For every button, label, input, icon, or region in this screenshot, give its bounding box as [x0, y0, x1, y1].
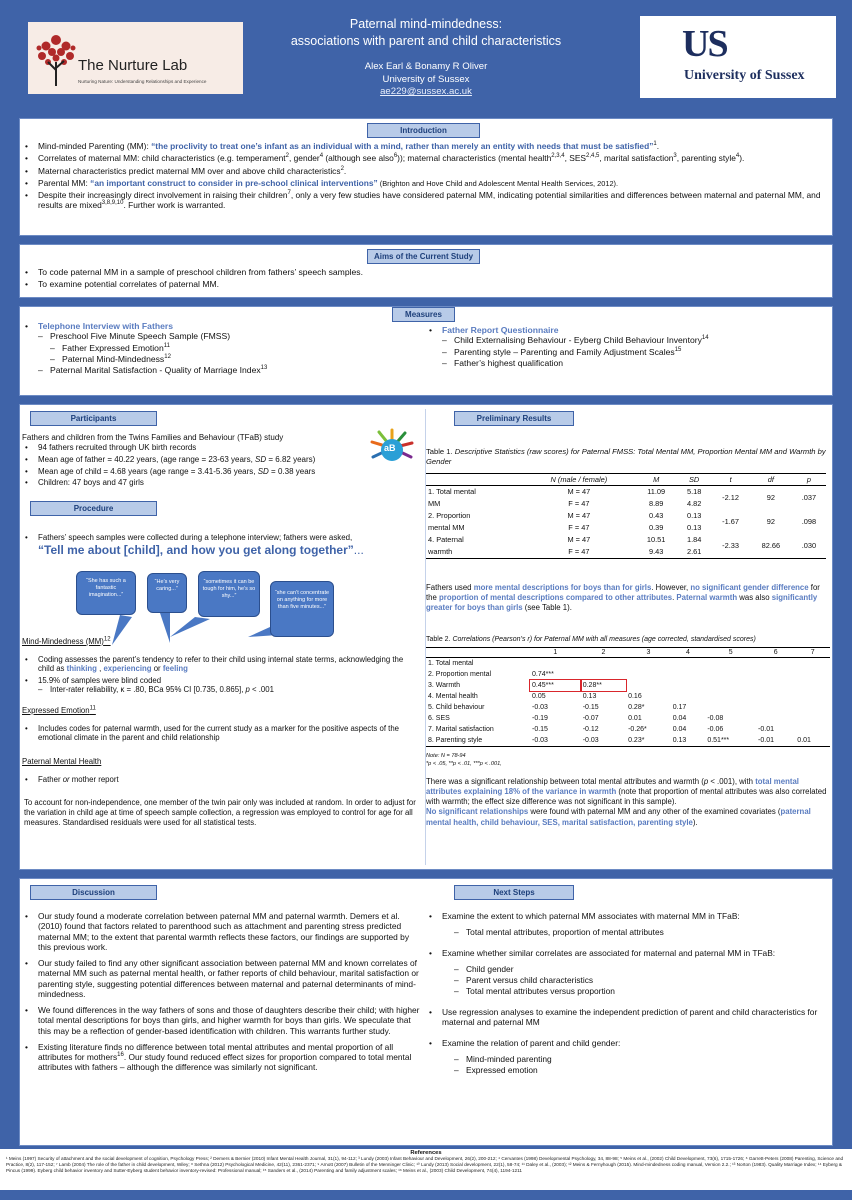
table1-cell: 10.51 — [646, 535, 666, 544]
ecbi-item: – Child Externalising Behaviour - Eyberg Child Behaviour Inventory$^{14}$ — [442, 335, 826, 346]
table2-header-cell: 3 — [626, 648, 671, 658]
table2-row — [426, 658, 830, 670]
table1-cell: 8.89 — [648, 499, 664, 508]
tree-icon — [34, 28, 78, 88]
table1-header-cell: t — [711, 474, 750, 486]
table2-cell — [671, 669, 706, 680]
table2-cell — [795, 713, 830, 724]
poster-header — [0, 0, 852, 110]
references-text: ¹ Meins (1997) Security of attachment and the social development of cognition, Psychology Press; ² Demers & Bernier (2010) Infant Mental Health Journal, 31(1), 94-112; ³ Lundy (2003) Infant Behaviour and Development, 26(2), 200-212; ⁴ Cervantes (1998) Developmental Psychology, 34, 88-98; ⁵ Meins et al., (2002) Child Development, 73(6), 1715-1726; ⁶ Garrett-Peters (2008) Parenting, Science and Practice, 8(2), 117-152; ⁷ Lamb (2004) The role of the father in child development, Wiley; ⁸ Sethna (2012) Psychological Medicine, 42(11), 2361-2371; ⁹ Arnott (2007) Bulletin of the Menninger Clinic; ¹⁰ Lundy (2013) Social development, 22(1), 58-74; ¹¹ Daley et al., (2003); ¹² Meins & Fernyhough (2015). Mind-mindedness coding manual, Version 2.2.; ¹³ Norton (1983). Quality Marriage Index; ¹⁴ Eyberg & Pincus (1999). Eyberg child behavior inventory and Sutter-Eyberg student behavior inventory-revised: Professional manual; ¹⁵ Sanders et al., (2014) Parenting and family adjustment scales; ¹⁶ Meins et al., (2003) Child Development, 74(4), 1194-1211 — [6, 1156, 844, 1174]
nurture-lab-logo — [28, 22, 243, 94]
table2-cell — [626, 680, 671, 691]
table2-cell: 0.13 — [671, 735, 706, 747]
intro-bullet-1: • Mind-minded Parenting (MM): “the proclivity to treat one’s infant as an individual with a mind, rather than merely an entity with needs that must be satisfied”$^1$. — [22, 141, 828, 151]
table2-cell: 0.23* — [626, 735, 671, 747]
table2-cell: 0.04 — [672, 715, 687, 722]
table2-cell: -0.15 — [532, 726, 548, 733]
table1-cell: mental MM — [428, 523, 465, 532]
table2-cell — [581, 658, 626, 670]
participants-heading: Participants — [30, 411, 157, 426]
measures-heading: Measures — [392, 307, 455, 322]
table2-cell: 3. Warmth — [428, 682, 461, 689]
procedure-heading: Procedure — [30, 501, 157, 516]
table1-header-cell: p — [792, 474, 826, 486]
table1-row — [426, 510, 826, 522]
table1-cell: 92 — [766, 517, 775, 526]
measures-left-col — [22, 321, 422, 378]
mind-mindedness-item: – Paternal Mind-Mindedness$^{12}$ — [50, 354, 422, 365]
aim-item-1: • To code paternal MM in a sample of preschool children from fathers’ speech samples. — [22, 267, 822, 277]
table2-cell — [795, 724, 830, 735]
table1-cell: F = 47 — [523, 546, 636, 559]
telephone-interview-title: • Telephone Interview with Fathers – Preschool Five Minute Speech Sample (FMSS) – Father Expressed Emotion$^{11}$ – Paternal Mind-Mindedness$^{12}$ – Paternal Marital Satisfaction - Quality of Marriage Index$^{13}$ — [22, 321, 422, 376]
table2-cell — [581, 669, 626, 680]
table2-cell: -0.19 — [532, 715, 548, 722]
table2-cell: -0.07 — [582, 715, 599, 722]
discussion-point-4: • Existing literature finds no difference between total mental attributes and mental proportion of all attributes for mothers$^{16}$. Our study found reduced effect sizes for proportion compared to total mental attributes with fathers – although the difference was similarly not significant. — [22, 1042, 420, 1073]
results-heading: Preliminary Results — [454, 411, 574, 426]
table2-cell — [795, 658, 830, 670]
table1-cell: .098 — [801, 517, 817, 526]
results-paragraph-1: Fathers used more mental descriptions for boys than for girls. However, no significant gender difference for the proportion of mental descriptions compared to other attributes. Paternal warmth was also significantly greater for boys than girls (see Table 1). — [426, 583, 820, 613]
discussion-panel — [19, 878, 833, 1146]
table2-cell: -0.26* — [628, 726, 647, 733]
table2-cell — [756, 658, 795, 670]
table2-cell: -0.06 — [707, 726, 724, 733]
fmss-item: – Preschool Five Minute Speech Sample (FMSS) – Father Expressed Emotion$^{11}$ – Paternal Mind-Mindedness$^{12}$ — [38, 331, 422, 365]
discussion-heading: Discussion — [30, 885, 157, 900]
table1-row — [426, 534, 826, 546]
table1-cell: 1.84 — [686, 535, 702, 544]
discussion-list — [22, 911, 420, 1075]
table2-cell: 1. Total mental — [428, 660, 474, 667]
table2-cell — [756, 691, 795, 702]
table2-row — [426, 669, 830, 680]
table1-header-cell — [426, 474, 523, 486]
table1-cell: .037 — [801, 493, 817, 502]
table1-cell: 5.18 — [686, 487, 702, 496]
table2-cell: 0.28** — [581, 680, 626, 691]
table1-header-cell: M — [635, 474, 677, 486]
table2-header-cell — [426, 648, 530, 658]
table1-cell: 0.13 — [686, 511, 702, 520]
next-step-4: • Examine the relation of parent and child gender: – Mind-minded parenting – Expressed emotion — [426, 1038, 828, 1076]
table2-header-cell: 5 — [705, 648, 756, 658]
table2-row — [426, 702, 830, 713]
table2-cell: 2. Proportion mental — [428, 671, 492, 678]
table2-header-cell: 2 — [581, 648, 626, 658]
table2-cell — [626, 658, 671, 670]
table1-cell: 11.09 — [647, 487, 666, 496]
table1-cell: 0.39 — [648, 523, 664, 532]
table1-cell: 0.43 — [648, 511, 664, 520]
table1-cell: 9.43 — [635, 546, 677, 559]
table2-cell: 0.05 — [532, 693, 546, 700]
table2-cell: 0.17 — [672, 704, 687, 711]
discussion-point-1: • Our study found a moderate correlation between paternal MM and paternal warmth. Demers et al. (2010) found that factors related to parenthood such as attachment and parenting stress predicted maternal MM; to the extent that parental warmth reflects these factors, our findings are supported by this previous work. — [22, 911, 420, 952]
email-link[interactable]: ae229@sussex.ac.uk — [380, 86, 472, 97]
table1-cell: -1.67 — [722, 517, 740, 526]
references-panel — [0, 1149, 852, 1190]
table2-cell: 7. Marital satisfaction — [428, 726, 494, 733]
table2-cell — [756, 702, 795, 713]
table2-header-row — [426, 648, 830, 658]
table2-row — [426, 735, 830, 747]
table1-cell: warmth — [426, 546, 523, 559]
table1-cell: M = 47 — [567, 487, 591, 496]
table2-cell: -0.08 — [707, 715, 724, 722]
table1-cell: 82.66 — [750, 534, 792, 559]
table2-header-cell: 1 — [530, 648, 581, 658]
author-block — [240, 61, 612, 99]
table1-cell: F = 47 — [568, 523, 590, 532]
ee-title: Expressed Emotion$^{11}$ — [22, 705, 96, 715]
sussex-logo — [640, 16, 836, 98]
table1-cell: 4.82 — [686, 499, 702, 508]
table2-cell: 0.51*** — [705, 735, 756, 747]
introduction-heading: Introduction — [367, 123, 480, 138]
table1-cell: -2.33 — [711, 534, 750, 559]
table1-cell: M = 47 — [567, 535, 591, 544]
affiliation: University of Sussex — [382, 73, 470, 85]
table-1 — [426, 473, 826, 559]
references-heading: References — [410, 1150, 442, 1156]
intro-bullet-3: • Maternal characteristics predict maternal MM over and above child characteristics$^2$. — [22, 166, 828, 176]
next-steps-heading: Next Steps — [454, 885, 574, 900]
father-report-title: • Father Report Questionnaire – Child Externalising Behaviour - Eyberg Child Behaviour Inventory$^{14}$ – Parenting style – Parenting and Family Adjustment Scales$^{15}$ – Father’s highest qualification — [426, 325, 826, 369]
table1-cell: 0.13 — [686, 523, 702, 532]
measures-panel — [19, 306, 833, 396]
poster-title: Paternal mind-mindedness: associations with parent and child characteristics — [290, 17, 562, 48]
table2-cell — [705, 669, 756, 680]
intro-bullet-2: • Correlates of maternal MM: child characteristics (e.g. temperament$^2$, gender$^4$ (although see also$^6$)); maternal characteristics (mental health$^{2,3,4}$, SES$^{2,4,5}$, marital satisfaction$^3$, parenting style$^4$). — [22, 153, 828, 163]
table1-cell: M = 47 — [567, 511, 591, 520]
table2-cell — [795, 669, 830, 680]
table1-cell: -2.12 — [722, 493, 740, 502]
table2-note: Note: N = 78-94 *p < .05, **p < .01, ***p < .001, — [426, 753, 502, 767]
participants-text: Fathers and children from the Twins Families and Behaviour (TFaB) study • 94 fathers recruited through UK birth records • Mean age of father = 40.22 years, (age range = 23-63 years, SD = 6.82 years) • Mean age of child = 4.68 years (age range = 3.41-5.36 years, SD = 0.38 years • Children: 47 boys and 47 girls — [22, 433, 370, 490]
table2-cell — [671, 680, 706, 691]
introduction-panel — [19, 118, 833, 236]
table2-cell — [705, 702, 756, 713]
table2-cell: 0.13 — [582, 693, 597, 700]
table1-caption: Table 1. Descriptive Statistics (raw scores) for Paternal FMSS: Total Mental MM, Proportion Mental MM and Warmth by Gender — [426, 447, 826, 467]
table2-cell — [705, 680, 756, 691]
sussex-logo-mark: US — [682, 23, 727, 65]
discussion-point-3: • We found differences in the way fathers of sons and those of daughters describe their child; with higher total mental descriptions for boys than girls, and higher warmth for boys than girls. We speculate that this may be a reflection of gender-based identification with children. This warrants further study. — [22, 1005, 420, 1036]
intro-bullet-4: • Parental MM: “an important construct to consider in pre-school clinical interventions” (Brighton and Hove Child and Adolescent Mental Health Services, 2012). — [22, 178, 828, 188]
table1-header-cell: N (male / female) — [523, 474, 636, 486]
table2-cell: -0.15 — [582, 704, 599, 711]
table2-cell: -0.03 — [532, 704, 548, 711]
measures-right-col — [426, 325, 826, 371]
pafas-item: – Parenting style – Parenting and Family Adjustment Scales$^{15}$ — [442, 347, 826, 358]
marital-satisfaction-item: – Paternal Marital Satisfaction - Quality of Marriage Index$^{13}$ — [38, 365, 422, 376]
table2-cell — [795, 702, 830, 713]
table2-cell: -0.01 — [758, 726, 775, 733]
table2-cell: 4. Mental health — [428, 693, 478, 700]
table1-header-cell: SD — [677, 474, 711, 486]
aims-panel — [19, 244, 833, 298]
speech-bubble-2: “He’s very caring...” — [147, 573, 187, 613]
speech-bubble-3: “sometimes it can be tough for him, he’s so shy...” — [198, 571, 260, 617]
table2-cell — [705, 691, 756, 702]
table2-cell: 0.28* — [628, 704, 645, 711]
table1-cell: 2. Proportion — [428, 511, 471, 520]
mm-subsection: Mind-Mindedness (MM)$^{12}$ • Coding assesses the parent’s tendency to refer to their child using internal state terms, acknowledging the child as thinking , experiencing or feeling • 15.9% of samples were blind coded – Inter-rater reliability, κ = .80, BCa 95% CI [0.735, 0.865], p < .001 Expressed Emotion$^{11}$ • Includes codes for paternal warmth, used for the current study as a marker for the positive aspects of the emotional climate in the parent and child relationship Paternal Mental Health • Father or mother report To account for non-independence, one member of the twin pair only was included at random. In order to adjust for the variation in child age at time of speech sample collection, a regression was employed to control for age for all measures. Standardised residuals were used for all statistical tests. — [22, 637, 417, 828]
table2-header-cell: 4 — [671, 648, 706, 658]
next-steps-list — [426, 911, 828, 1078]
speech-bubble-4: “she can’t concentrate on anything for more than five minutes...” — [270, 581, 334, 637]
table2-cell: -0.01 — [756, 735, 795, 747]
table2-cell: 0.74*** — [532, 671, 554, 678]
table2-cell: 8. Parenting style — [426, 735, 530, 747]
table1-cell: 4. Paternal — [428, 535, 464, 544]
discussion-point-2: • Our study failed to find any other significant association between paternal MM and known correlates of maternal MM such as paternal mental health, or father reports of child behaviour, marital satisfaction or parenting style, suggesting potential differences between maternal and paternal determinants of mind-mindedness. — [22, 958, 420, 999]
procedure-quote: “Tell me about [child], and how you get along together” — [38, 542, 354, 557]
tfab-logo: aB — [367, 427, 417, 469]
speech-bubble-tails — [20, 405, 420, 665]
intro-bullet-5: • Despite their increasingly direct involvement in raising their children$^7$, only a very few studies have considered paternal MM, indicating potential similarities and differences between maternal and paternal MM, and results are mixed$^{3,8,9,10}$. Further work is warranted. — [22, 190, 828, 211]
table2-cell: 0.01 — [795, 735, 830, 747]
table2-row — [426, 724, 830, 735]
lab-tagline: Nurturing Nature: Understanding Relationships and Experience — [78, 79, 207, 84]
table2-cell — [671, 658, 706, 670]
table2-cell: -0.03 — [581, 735, 626, 747]
table1-cell: 92 — [766, 493, 775, 502]
results-paragraph-2: There was a significant relationship between total mental attributes and warmth (p < .001), with total mental attributes explaining 18% of the variance in warmth (note that proportion of mental attributes was also correlated with warmth; the effect size difference was not significant in this sample). No significant relationships were found with paternal MM and any other of the examined covariates (paternal mental health, child behaviour, SES, marital satisfaction, parenting style). — [426, 777, 827, 827]
table2-cell — [795, 680, 830, 691]
table2-cell: -0.12 — [582, 726, 599, 733]
pmh-title: Paternal Mental Health — [22, 756, 102, 766]
table2-cell — [756, 713, 795, 724]
table1-cell: .030 — [792, 534, 826, 559]
table2-cell: 0.45*** — [530, 680, 581, 691]
table2-row — [426, 680, 830, 691]
table2-cell — [756, 669, 795, 680]
table2-cell — [530, 658, 581, 670]
table2-header-cell: 7 — [795, 648, 830, 658]
table2-cell: 6. SES — [428, 715, 450, 722]
next-step-3: • Use regression analyses to examine the independent prediction of parent and child characteristics for maternal and paternal MM — [426, 1007, 828, 1028]
table2-cell: 0.04 — [672, 726, 687, 733]
table2-row — [426, 713, 830, 724]
table1-cell: MM — [428, 499, 441, 508]
table1-row — [426, 486, 826, 499]
table2-cell: 0.01 — [628, 715, 642, 722]
aims-heading: Aims of the Current Study — [367, 249, 480, 264]
table-2 — [426, 647, 830, 747]
lab-name: The Nurture Lab — [78, 57, 188, 74]
expressed-emotion-item: – Father Expressed Emotion$^{11}$ — [50, 343, 422, 354]
table2-cell: 5. Child behaviour — [428, 704, 485, 711]
table2-cell — [756, 680, 795, 691]
procedure-intro: • Fathers’ speech samples were collected during a telephone interview; fathers were asked, “Tell me about [child], and how you get along together”... — [22, 533, 417, 559]
table2-cell — [671, 691, 706, 702]
table1-cell: F = 47 — [568, 499, 590, 508]
next-step-1: • Examine the extent to which paternal MM associates with maternal MM in TFaB: – Total mental attributes, proportion of mental attributes — [426, 911, 828, 938]
method-results-panel — [19, 404, 833, 870]
next-step-2: • Examine whether similar correlates are associated for maternal and paternal MM in TFaB: – Child gender – Parent versus child characteristics – Total mental attributes versus proportion — [426, 948, 828, 997]
mm-title: Mind-Mindedness (MM)$^{12}$ — [22, 636, 111, 646]
procedure-closing: To account for non-independence, one member of the twin pair only was included at random. In order to adjust for the variation in child age at time of speech sample collection, a regression was employed to control for age for all measures. Standardised residuals were used for all statistical tests. — [24, 798, 416, 827]
table2-caption: Table 2. Correlations (Pearson’s r) for Paternal MM with all measures (age corrected, standardised scores) — [426, 636, 756, 643]
table2-cell — [626, 669, 671, 680]
speech-bubble-1: “She has such a fantastic imagination...” — [76, 571, 136, 615]
table2-row — [426, 691, 830, 702]
table2-header-cell: 6 — [756, 648, 795, 658]
aim-item-2: • To examine potential correlates of paternal MM. — [22, 279, 822, 289]
table2-cell — [795, 691, 830, 702]
authors: Alex Earl & Bonamy R Oliver — [364, 61, 488, 72]
qualification-item: – Father’s highest qualification — [442, 358, 826, 369]
table2-cell — [705, 658, 756, 670]
sussex-logo-text: University of Sussex — [684, 68, 805, 83]
table1-header-row — [426, 474, 826, 486]
table1-cell: 2.61 — [677, 546, 711, 559]
table1-header-cell: df — [750, 474, 792, 486]
table2-cell: 0.16 — [628, 693, 642, 700]
table1-cell: 1. Total mental — [428, 487, 476, 496]
table2-cell: -0.03 — [530, 735, 581, 747]
